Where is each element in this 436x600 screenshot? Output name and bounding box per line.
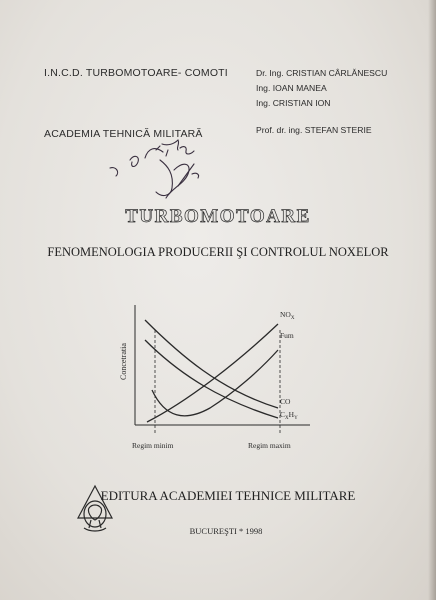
emissions-diagram	[110, 300, 335, 460]
institution-name: I.N.C.D. TURBOMOTOARE- COMOTI	[44, 67, 228, 79]
author-2: Ing. IOAN MANEA	[256, 83, 327, 93]
book-title: TURBOMOTOARE	[125, 206, 311, 227]
curve-co	[145, 320, 278, 408]
label-fum: Fum	[280, 331, 294, 340]
label-nox: $NO_X$	[280, 310, 295, 321]
label-regime-min: Regim minim	[132, 441, 174, 450]
label-co: CO	[280, 397, 291, 406]
curve-nox	[147, 324, 278, 422]
author-3: Ing. CRISTIAN ION	[256, 98, 331, 108]
publisher-name: EDITURA ACADEMIEI TEHNICE MILITARE	[100, 488, 356, 503]
page-edge-shadow	[428, 0, 436, 600]
label-cxhy: $C_XH_Y$	[280, 410, 298, 421]
label-regime-max: Regim maxim	[248, 441, 291, 450]
handwritten-signature	[100, 130, 230, 210]
professor-author: Prof. dr. ing. STEFAN STERIE	[256, 125, 372, 135]
y-axis-label: Concetratia	[119, 343, 128, 380]
city-year: BUCUREŞTI * 1998	[189, 526, 263, 536]
curve-fum	[152, 350, 278, 416]
book-subtitle: FENOMENOLOGIA PRODUCERII ŞI CONTROLUL NOXELOR	[47, 245, 389, 259]
academy-name: ACADEMIA TEHNICĂ MILITARĂ	[44, 128, 203, 140]
author-1: Dr. Ing. CRISTIAN CÂRLĂNESCU	[256, 68, 388, 78]
author-list	[256, 66, 387, 111]
